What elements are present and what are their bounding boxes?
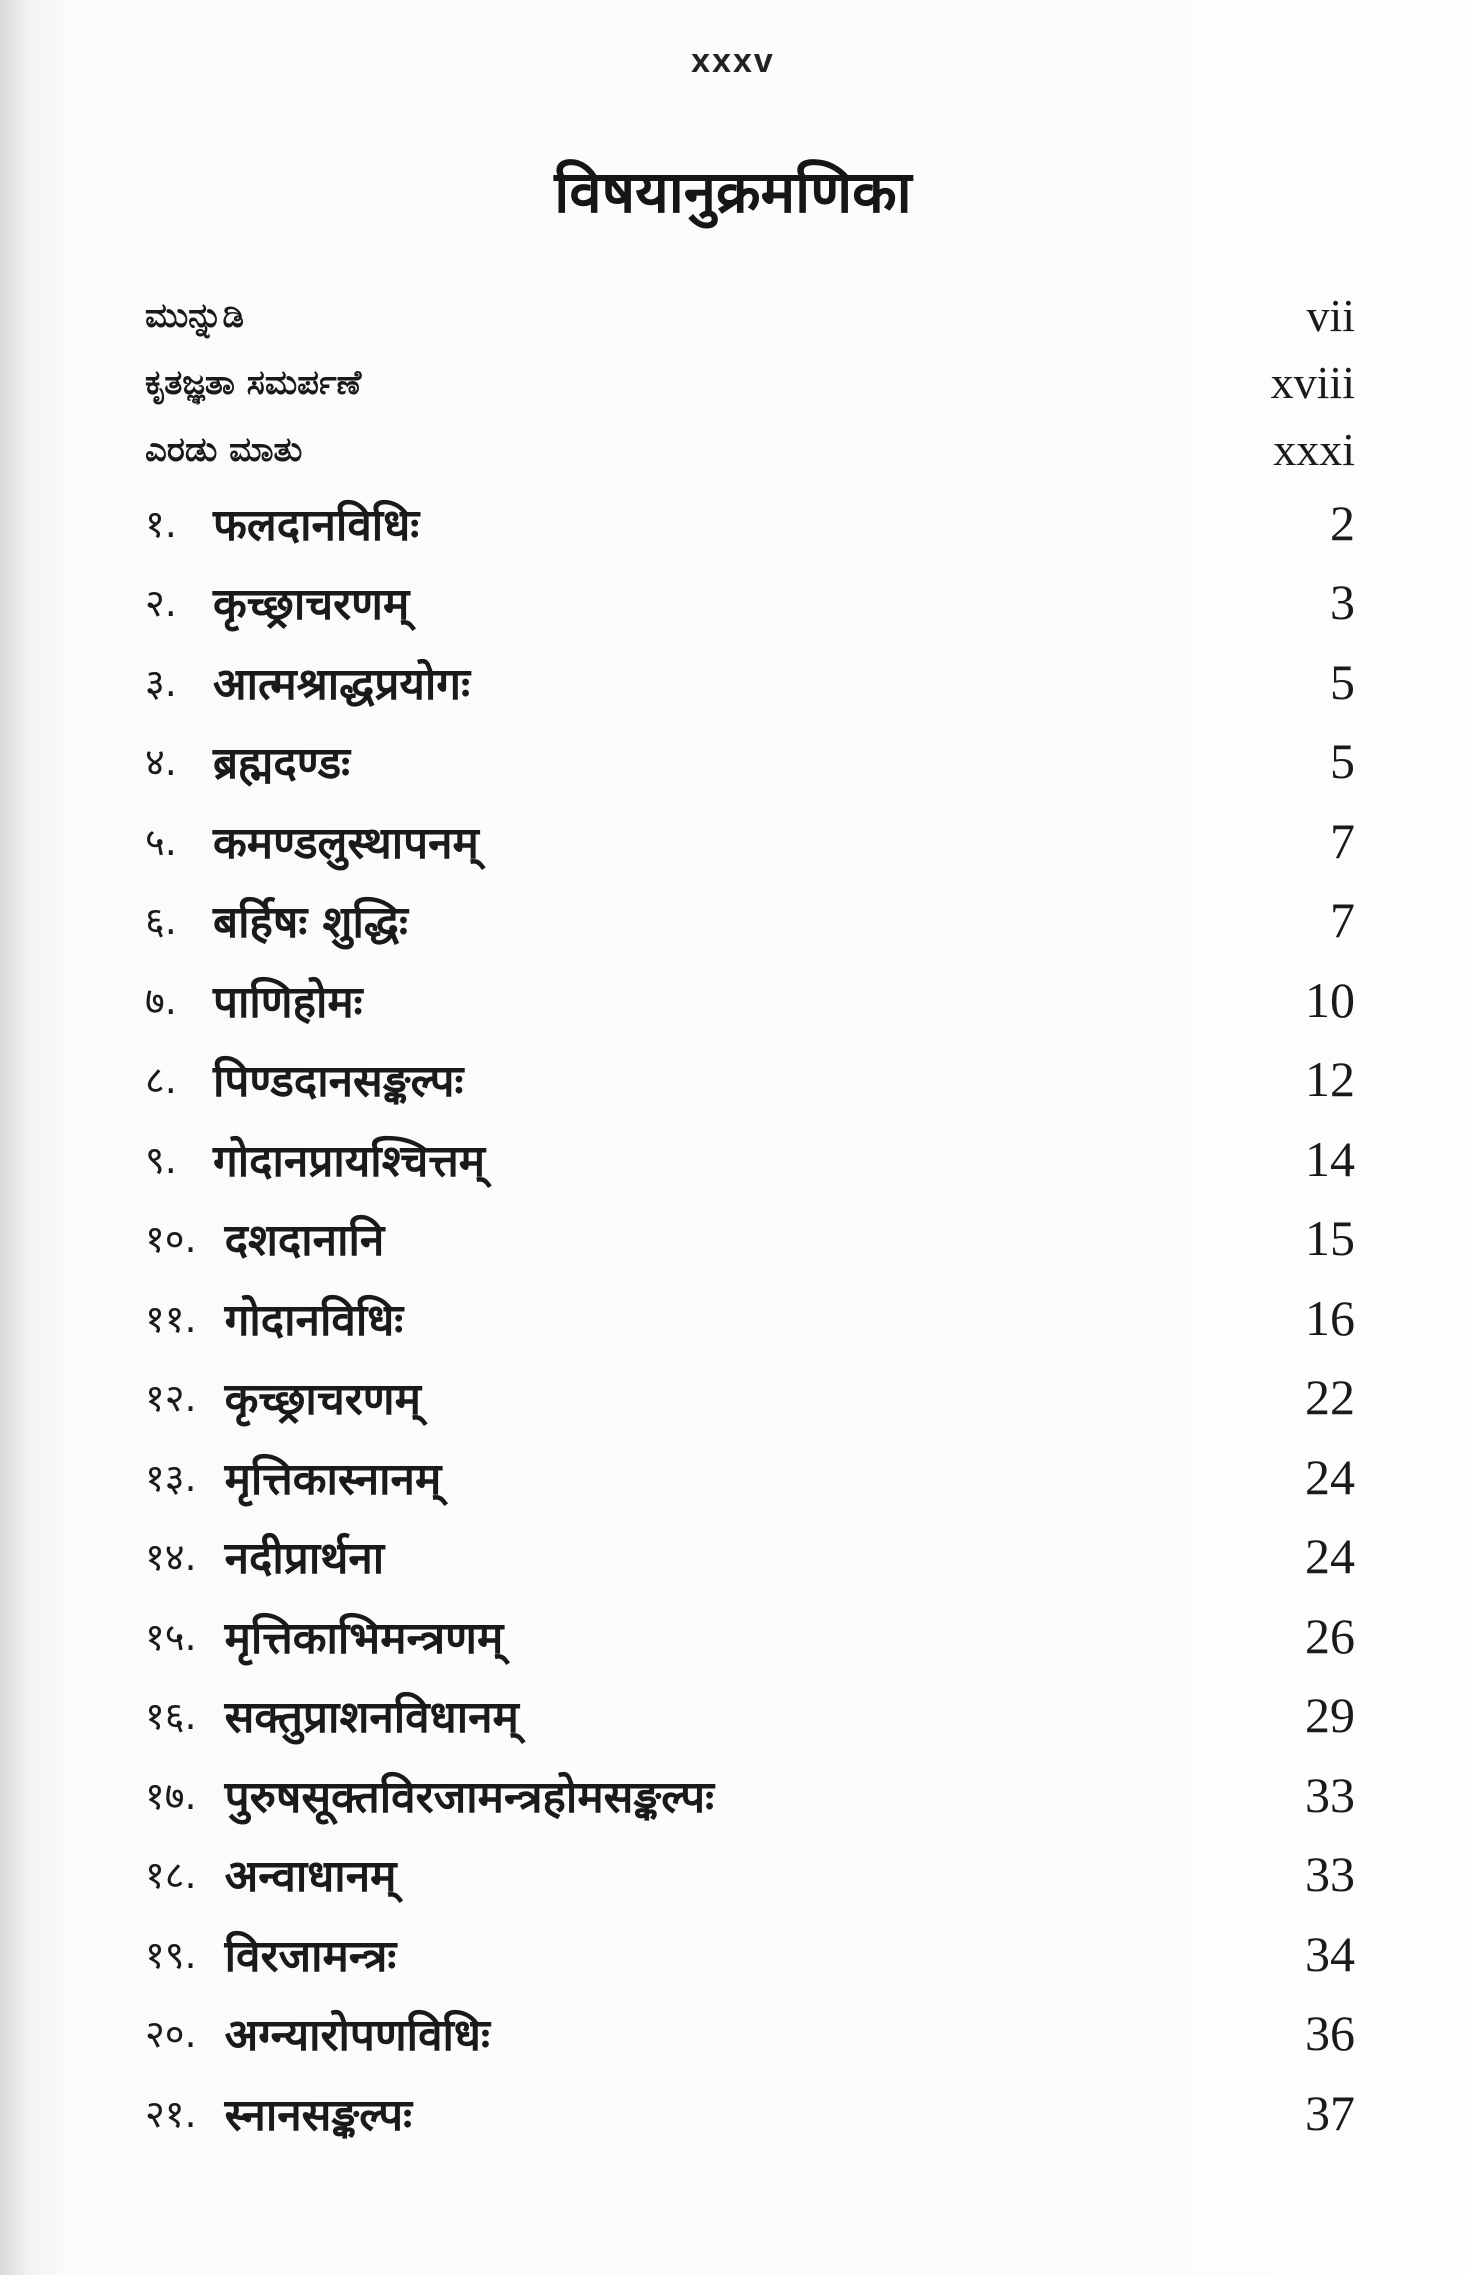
- toc-entry: [145, 960, 1355, 1040]
- toc-entry-title: नदीप्रार्थना: [224, 1533, 385, 1585]
- toc-entry-page: 10: [1305, 971, 1355, 1028]
- toc-entry: [145, 1914, 1355, 1994]
- toc-entry-number: १.: [145, 501, 177, 546]
- toc-entry-page: 34: [1305, 1925, 1355, 1982]
- toc-entry: [145, 1755, 1355, 1835]
- toc-entry: [145, 1596, 1355, 1676]
- toc-entry-number: १०.: [145, 1217, 197, 1262]
- toc-front-title: ಕೃತಜ್ಞತಾ ಸಮರ್ಪಣೆ: [145, 362, 362, 403]
- toc-entry: [145, 1676, 1355, 1756]
- toc-entry: [145, 722, 1355, 802]
- toc-entry-page: 5: [1330, 653, 1355, 710]
- toc-entry-page: 16: [1305, 1289, 1355, 1346]
- toc-entry-number: १९.: [145, 1932, 197, 1977]
- toc-entry-title: दशदानानि: [224, 1215, 385, 1267]
- toc-entry-number: २०.: [145, 2012, 197, 2057]
- toc-entry-number: १६.: [145, 1694, 197, 1739]
- table-of-contents: [145, 282, 1355, 2153]
- toc-entry: [145, 801, 1355, 881]
- toc-entry-title: गोदानप्रायश्चित्तम्: [213, 1135, 486, 1187]
- toc-entry-number: ६.: [145, 899, 177, 944]
- toc-entry-number: १४.: [145, 1535, 197, 1580]
- toc-entry-number: १७.: [145, 1773, 197, 1818]
- toc-entry-page: 7: [1330, 812, 1355, 869]
- toc-entry-title: अन्वाधानम्: [224, 1851, 397, 1903]
- toc-entry-title: पाणिहोमः: [213, 976, 363, 1028]
- toc-entry: [145, 2073, 1355, 2153]
- toc-entry: [145, 563, 1355, 643]
- page-number-roman: xxxv: [691, 42, 775, 80]
- toc-entry: [145, 1517, 1355, 1597]
- toc-entry: [145, 1835, 1355, 1915]
- toc-entry-page: 22: [1305, 1369, 1355, 1426]
- toc-entry-title: मृत्तिकास्नानम्: [224, 1453, 442, 1505]
- toc-entry-number: ११.: [145, 1296, 197, 1341]
- toc-entry-number: ९.: [145, 1137, 177, 1182]
- toc-entry: [145, 1994, 1355, 2074]
- toc-entry-title: बर्हिषः शुद्धिः: [213, 897, 408, 949]
- toc-front-row: [145, 416, 1355, 483]
- toc-entry-page: 33: [1305, 1766, 1355, 1823]
- toc-entry-title: आत्मश्राद्धप्रयोगः: [213, 658, 470, 710]
- toc-entry-title: गोदानविधिः: [224, 1294, 404, 1346]
- toc-entry-number: १३.: [145, 1455, 197, 1500]
- toc-front-title: ಎರಡು ಮಾತು: [145, 429, 303, 470]
- toc-entry-title: ब्रह्मदण्डः: [213, 738, 351, 790]
- toc-entry-number: १२.: [145, 1376, 197, 1421]
- toc-entry: [145, 1119, 1355, 1199]
- toc-entry: [145, 483, 1355, 563]
- toc-entry: [145, 1199, 1355, 1279]
- toc-entry-title: पिण्डदानसङ्कल्पः: [213, 1056, 464, 1108]
- toc-entry: [145, 881, 1355, 961]
- toc-entry-page: 14: [1305, 1130, 1355, 1187]
- toc-entry: [145, 1278, 1355, 1358]
- toc-entry-title: पुरुषसूक्तविरजामन्त्रहोमसङ्कल्पः: [224, 1771, 714, 1823]
- toc-entry-title: कृच्छ्राचरणम्: [213, 579, 410, 631]
- toc-entry-number: ३.: [145, 660, 177, 705]
- toc-entry-number: ४.: [145, 740, 177, 785]
- toc-entry-page: 37: [1305, 2084, 1355, 2141]
- toc-entry-page: 5: [1330, 733, 1355, 790]
- toc-entry-page: 24: [1305, 1448, 1355, 1505]
- toc-entry-page: 26: [1305, 1607, 1355, 1664]
- toc-front-title: ಮುನ್ನುಡಿ: [145, 295, 244, 336]
- toc-entry-page: 36: [1305, 2005, 1355, 2062]
- toc-front-page: xviii: [1270, 357, 1355, 408]
- toc-entry-number: २१.: [145, 2091, 197, 2136]
- toc-entry-number: १८.: [145, 1853, 197, 1898]
- toc-entry: [145, 642, 1355, 722]
- toc-entry-title: अग्न्यारोपणविधिः: [224, 2010, 490, 2062]
- toc-entry-title: फलदानविधिः: [213, 499, 420, 551]
- toc-entry-page: 24: [1305, 1528, 1355, 1585]
- toc-front-page: vii: [1306, 290, 1355, 341]
- toc-entry-number: ५.: [145, 819, 177, 864]
- page-title: विषयानुक्रमणिका: [554, 158, 912, 226]
- toc-front-row: [145, 349, 1355, 416]
- toc-entry-number: २.: [145, 581, 177, 626]
- toc-entry-title: सक्तुप्राशनविधानम्: [224, 1692, 519, 1744]
- toc-entry-title: कृच्छ्राचरणम्: [224, 1374, 421, 1426]
- toc-front-page: xxxi: [1273, 424, 1355, 475]
- toc-entry-page: 29: [1305, 1687, 1355, 1744]
- toc-entry-page: 33: [1305, 1846, 1355, 1903]
- toc-front-row: [145, 282, 1355, 349]
- toc-entry-number: ८.: [145, 1058, 177, 1103]
- toc-entry-title: मृत्तिकाभिमन्त्रणम्: [224, 1612, 504, 1664]
- toc-entry-title: कमण्डलुस्थापनम्: [213, 817, 479, 869]
- toc-entry-number: ७.: [145, 978, 177, 1023]
- toc-entry-page: 3: [1330, 574, 1355, 631]
- toc-entry-page: 7: [1330, 892, 1355, 949]
- toc-entry: [145, 1358, 1355, 1438]
- toc-entry-page: 2: [1330, 494, 1355, 551]
- toc-entry: [145, 1040, 1355, 1120]
- toc-entry: [145, 1437, 1355, 1517]
- toc-entry-page: 12: [1305, 1051, 1355, 1108]
- toc-entry-page: 15: [1305, 1210, 1355, 1267]
- toc-entry-number: १५.: [145, 1614, 197, 1659]
- toc-entry-title: स्नानसङ्कल्पः: [224, 2089, 413, 2141]
- toc-entry-title: विरजामन्त्रः: [224, 1930, 397, 1982]
